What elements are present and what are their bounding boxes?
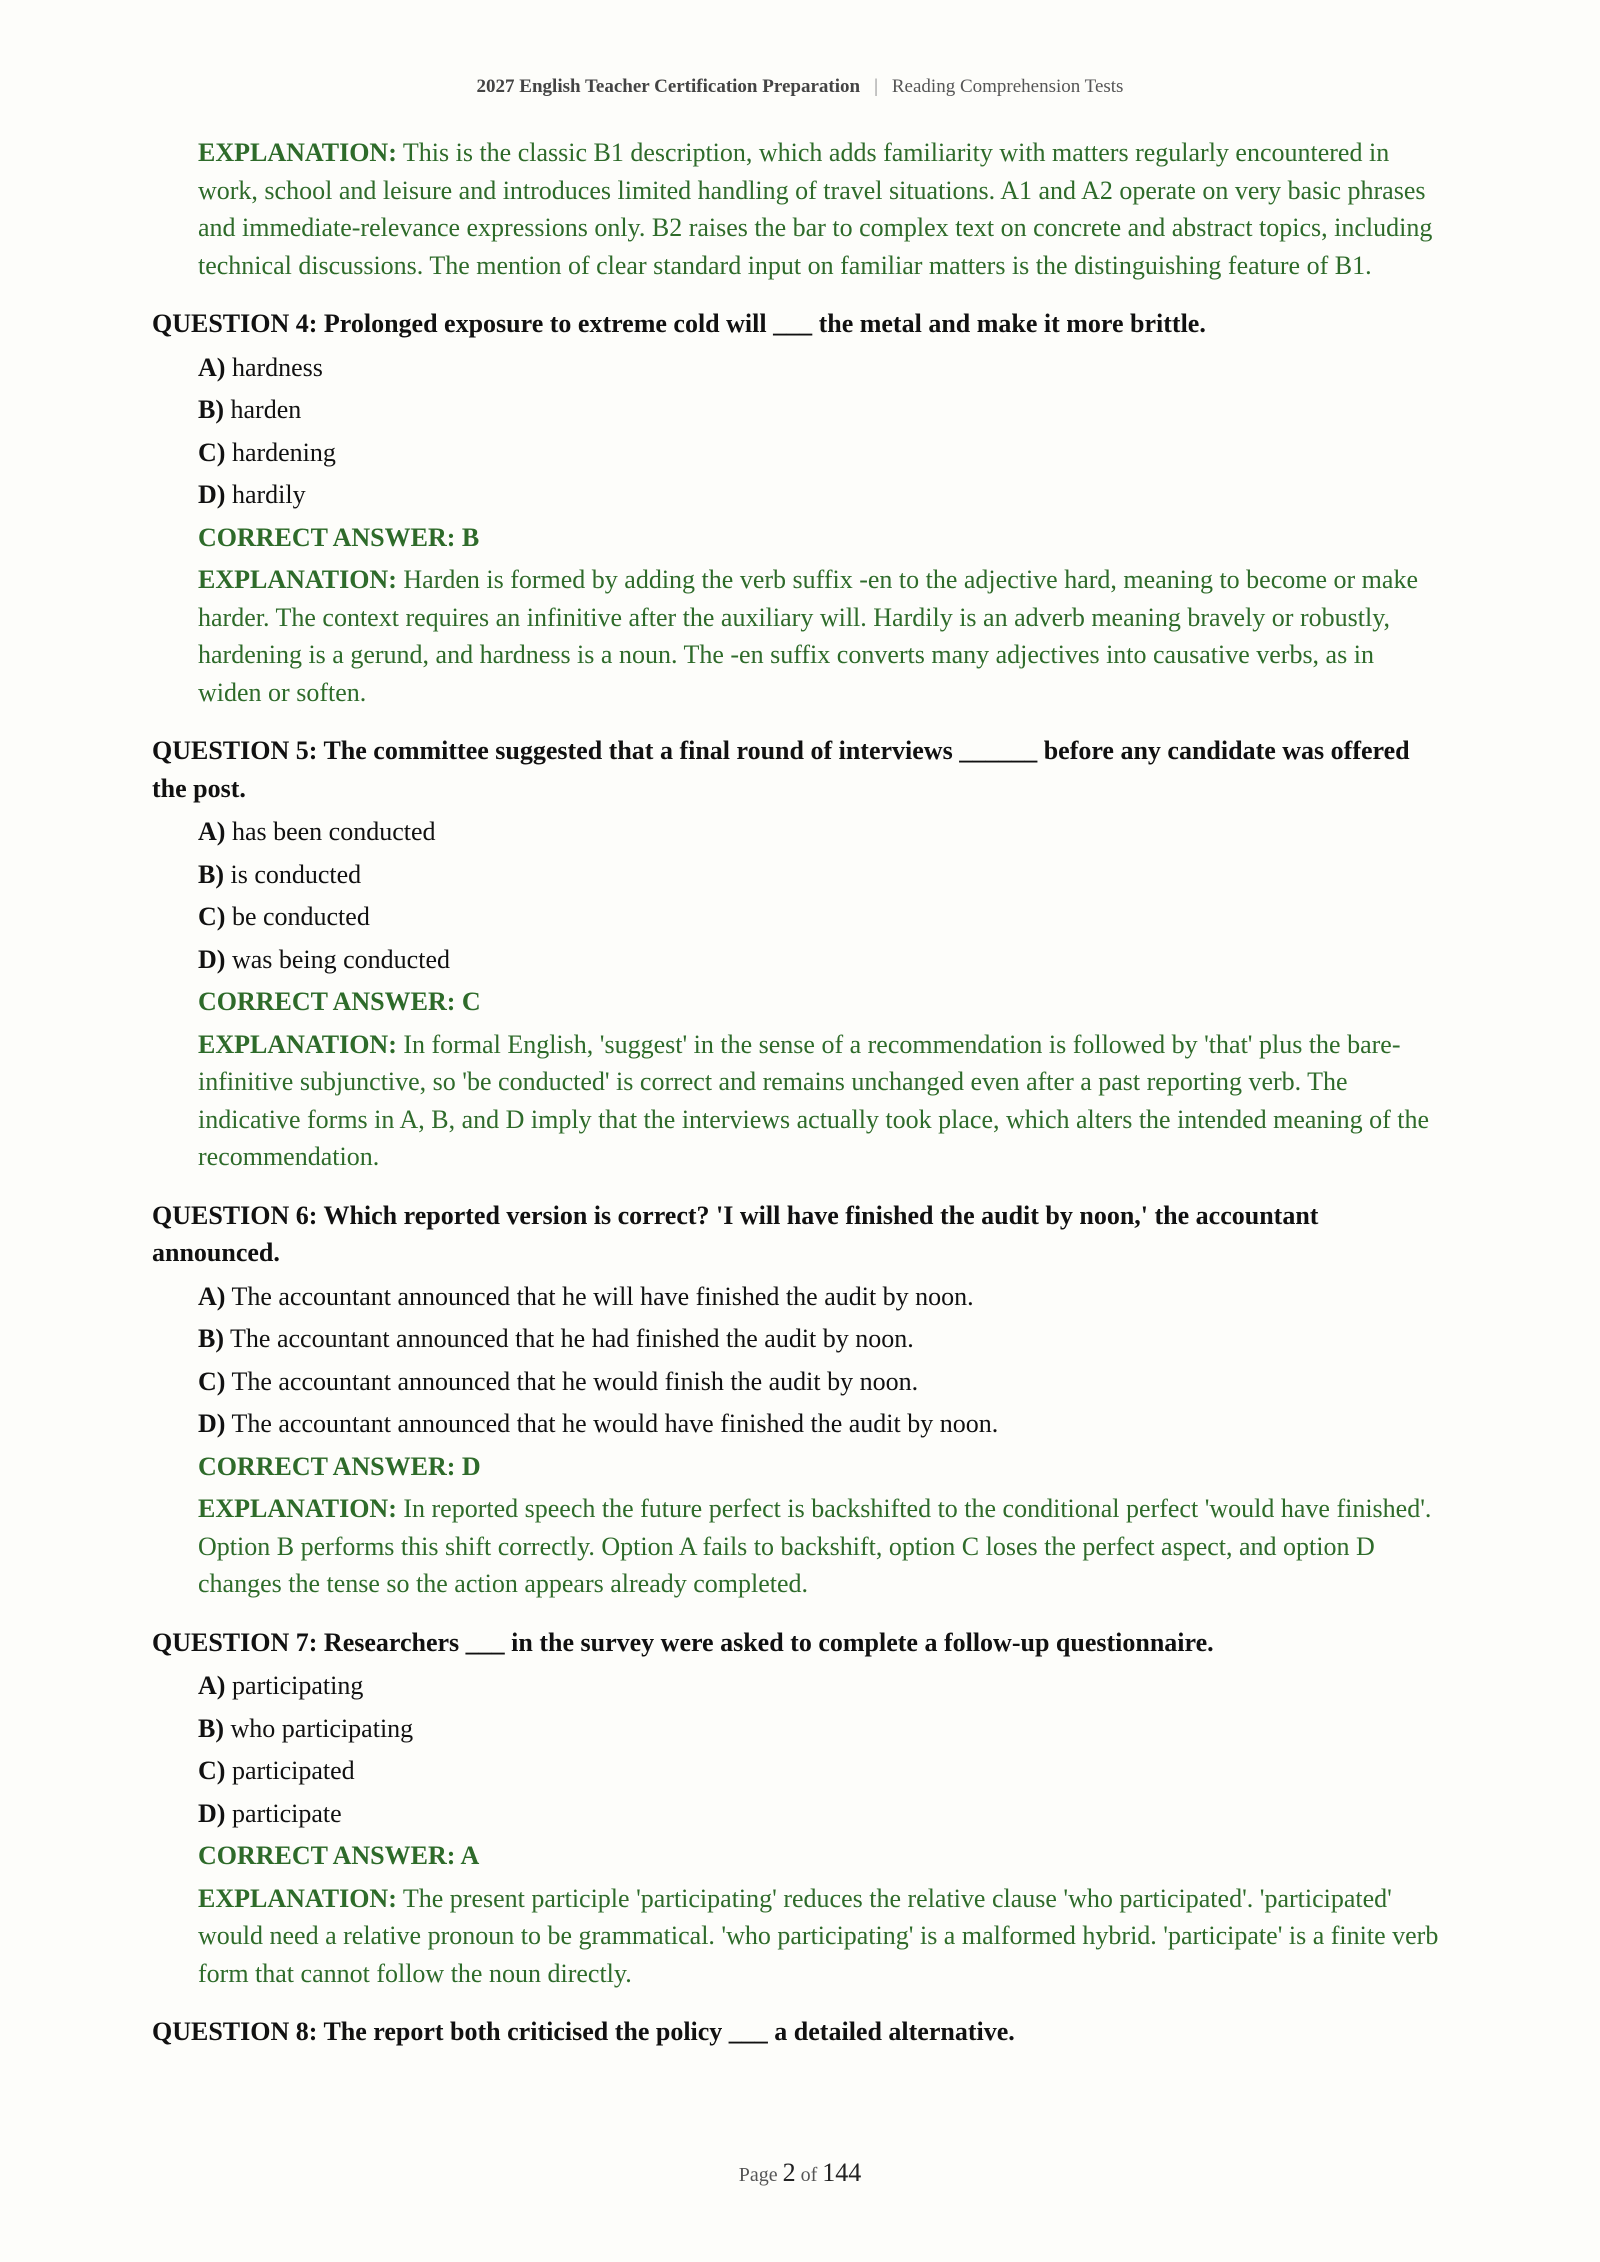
question-4: [152, 305, 1442, 711]
option-text: harden: [224, 395, 302, 424]
option-text: participated: [225, 1756, 355, 1785]
option-letter: C): [198, 1366, 226, 1396]
option-letter: B): [198, 1713, 224, 1743]
explanation-text: The present participle 'participating' reduces the relative clause 'who participated'. 'participated' would need a relative pronoun to be grammatical. 'who participating' is a malformed hybrid. 'participate' is a finite verb form that cannot follow the noun directly.: [198, 1883, 1439, 1988]
option-letter: B): [198, 395, 224, 424]
question-8: [152, 2013, 1442, 2051]
option-text: The accountant announced that he would finish the audit by noon.: [225, 1366, 919, 1396]
question-title: QUESTION 8: The report both criticised the policy ___ a detailed alternative.: [152, 2017, 1015, 2046]
header-subtitle: Reading Comprehension Tests: [891, 76, 1124, 97]
explanation: [198, 1880, 1442, 1993]
explanation: [198, 1490, 1442, 1603]
option-letter: A): [198, 1281, 226, 1311]
option-letter: B): [198, 1324, 224, 1353]
explanation-label: EXPLANATION:: [198, 1029, 397, 1059]
option-list: [198, 813, 1442, 983]
question-title: QUESTION 5: The committee suggested that a final round of interviews ______ before any candidate was offered the post.: [152, 736, 1410, 803]
explanation-text: In formal English, 'suggest' in the sense of a recommendation is followed by 'that' plus the bare-infinitive subjunctive, so 'be conducted' is correct and remains unchanged even after a past reporting verb. The indicative forms in A, B, and D imply that the interviews actually took place, which alters the intended meaning of the recommendation.: [198, 1029, 1430, 1171]
question-7: [152, 1624, 1442, 1993]
explanation-label: EXPLANATION:: [198, 1494, 397, 1523]
option-c: [198, 434, 1442, 477]
page-header: [0, 76, 1600, 98]
correct-answer: CORRECT ANSWER: D: [198, 1451, 481, 1481]
option-text: hardening: [225, 437, 336, 467]
option-b: [198, 391, 1442, 434]
explanation-text: In reported speech the future perfect is backshifted to the conditional perfect 'would have finished'. Option B performs this shift correctly. Option A fails to backshift, option C loses the perfect aspect, and option D changes the tense so the action appears already completed.: [198, 1494, 1432, 1598]
option-text: The accountant announced that he will have finished the audit by noon.: [225, 1281, 974, 1311]
option-letter: D): [198, 1409, 226, 1438]
option-list: [198, 349, 1442, 519]
question-5: [152, 732, 1442, 1176]
option-b: [198, 1710, 1442, 1753]
option-c: [198, 1752, 1442, 1795]
option-letter: C): [198, 902, 226, 931]
option-a: [198, 1278, 1442, 1321]
option-d: [198, 476, 1442, 519]
correct-answer: CORRECT ANSWER: A: [198, 1841, 480, 1870]
explanation-label: EXPLANATION:: [198, 1883, 397, 1913]
option-a: [198, 813, 1442, 856]
option-text: is conducted: [224, 859, 362, 889]
option-d: [198, 941, 1442, 984]
option-letter: A): [198, 817, 226, 846]
option-letter: C): [198, 437, 226, 467]
option-letter: D): [198, 944, 226, 974]
option-d: [198, 1795, 1442, 1838]
explanation-label: EXPLANATION:: [198, 565, 397, 594]
option-text: who participating: [224, 1713, 414, 1743]
option-c: [198, 898, 1442, 941]
page-footer: [0, 2158, 1600, 2188]
page-number: 2: [782, 2158, 796, 2187]
option-text: has been conducted: [225, 817, 436, 846]
header-title: 2027 English Teacher Certification Preparation: [476, 76, 861, 97]
option-letter: D): [198, 1798, 226, 1828]
option-letter: A): [198, 352, 226, 382]
option-list: [198, 1278, 1442, 1448]
explanation: [198, 561, 1442, 711]
option-list: [198, 1667, 1442, 1837]
option-text: was being conducted: [225, 944, 450, 974]
page-word: Page: [738, 2164, 783, 2186]
explanation: [198, 1026, 1442, 1176]
option-text: participating: [225, 1671, 364, 1700]
question-title: QUESTION 4: Prolonged exposure to extreme cold will ___ the metal and make it more brittle.: [152, 309, 1206, 338]
option-text: be conducted: [225, 902, 370, 931]
question-6: [152, 1197, 1442, 1603]
option-letter: B): [198, 859, 224, 889]
option-a: [198, 349, 1442, 392]
explanation-label: EXPLANATION:: [198, 138, 397, 167]
of-word: of: [795, 2164, 823, 2186]
option-b: [198, 856, 1442, 899]
total-pages: 144: [822, 2158, 862, 2187]
option-letter: C): [198, 1756, 226, 1785]
option-text: The accountant announced that he would have finished the audit by noon.: [225, 1409, 999, 1438]
option-d: [198, 1405, 1442, 1448]
option-letter: D): [198, 480, 226, 509]
header-separator: |: [874, 76, 878, 97]
explanation-text: This is the classic B1 description, which adds familiarity with matters regularly encountered in work, school and leisure and introduces limited handling of travel situations. A1 and A2 operate on very basic phrases and immediate-relevance expressions only. B2 raises the bar to complex text on concrete and abstract topics, including technical discussions. The mention of clear standard input on familiar matters is the distinguishing feature of B1.: [198, 138, 1433, 280]
option-text: participate: [225, 1798, 342, 1828]
correct-answer: CORRECT ANSWER: C: [198, 987, 481, 1016]
option-text: The accountant announced that he had finished the audit by noon.: [224, 1324, 914, 1353]
question-title: QUESTION 6: Which reported version is correct? 'I will have finished the audit by noon,' the accountant announced.: [152, 1200, 1319, 1267]
explanation-text: Harden is formed by adding the verb suffix -en to the adjective hard, meaning to become or make harder. The context requires an infinitive after the auxiliary will. Hardily is an adverb meaning bravely or robustly, hardening is a gerund, and hardness is a noun. The -en suffix converts many adjectives into causative verbs, as in widen or soften.: [198, 565, 1418, 707]
option-letter: A): [198, 1671, 226, 1700]
option-c: [198, 1363, 1442, 1406]
option-a: [198, 1667, 1442, 1710]
explanation-q3: [198, 134, 1442, 284]
option-b: [198, 1320, 1442, 1363]
page-content: [152, 134, 1442, 2057]
option-text: hardness: [225, 352, 323, 382]
correct-answer: CORRECT ANSWER: B: [198, 522, 480, 552]
question-title: QUESTION 7: Researchers ___ in the survey were asked to complete a follow-up questionnaire.: [152, 1627, 1214, 1657]
option-text: hardily: [225, 480, 306, 509]
